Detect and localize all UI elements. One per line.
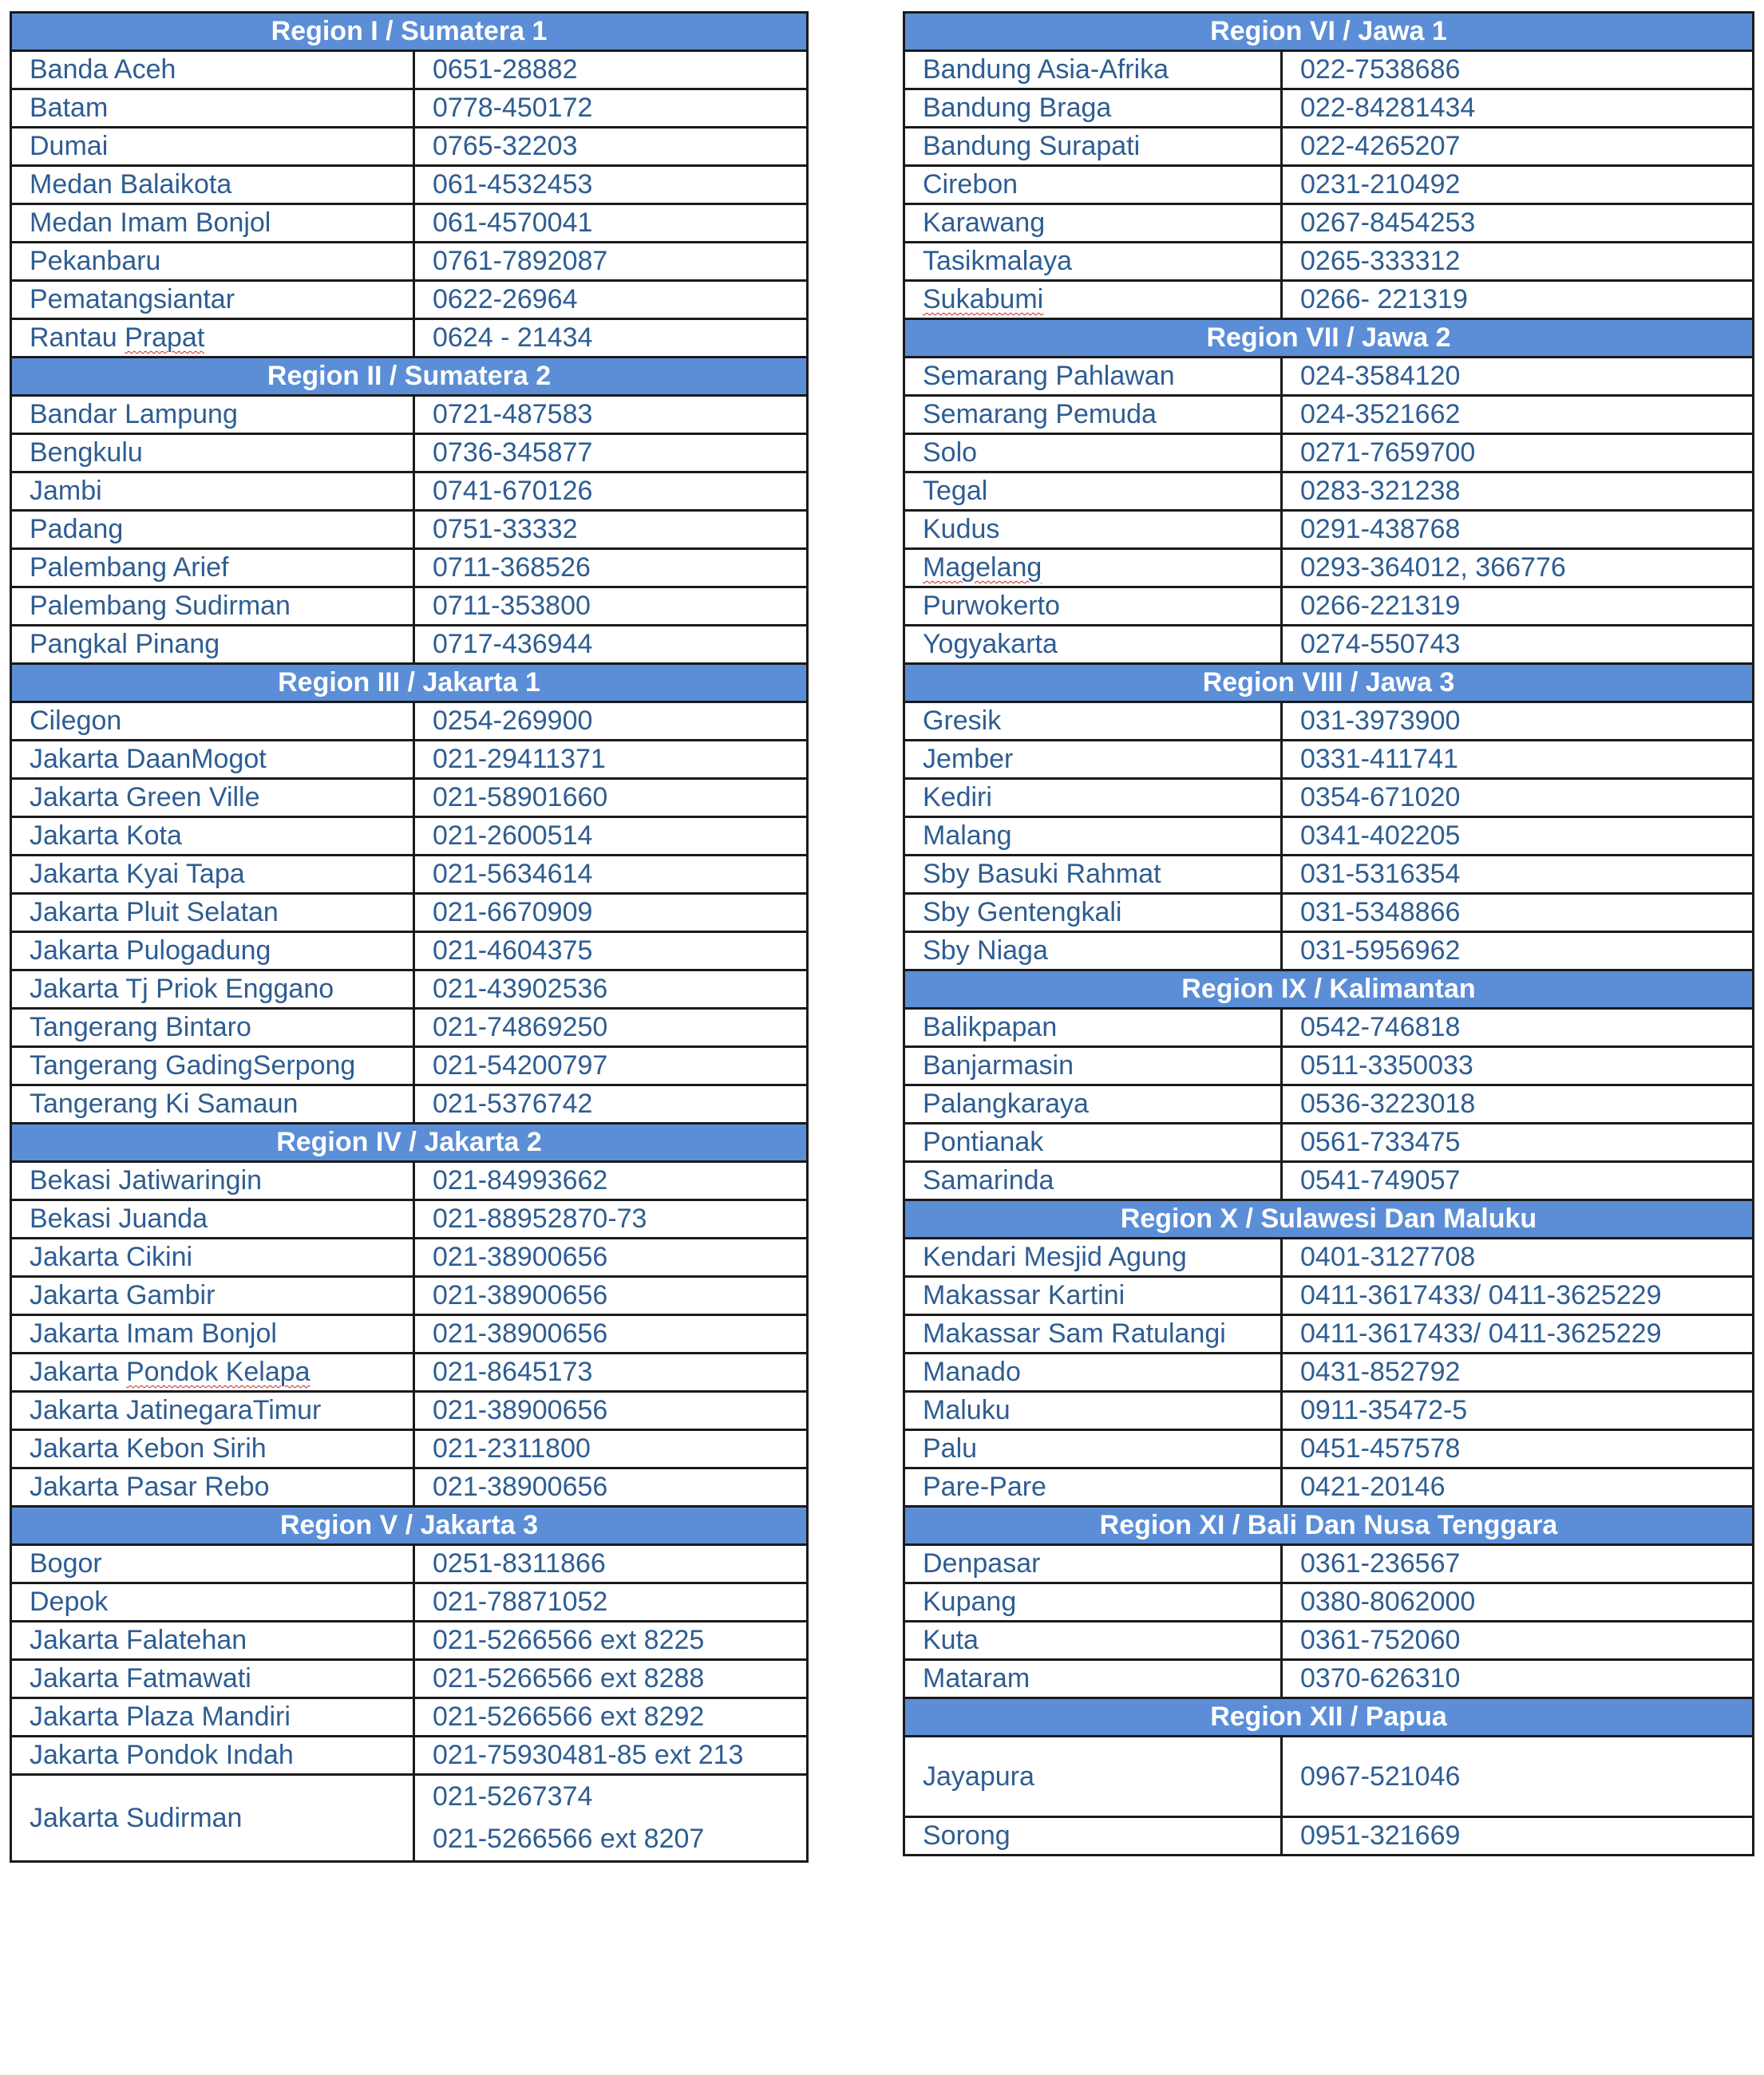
- branch-row: [904, 1354, 1754, 1392]
- branch-row: [904, 511, 1754, 549]
- branch-name: Banda Aceh: [11, 51, 414, 89]
- branch-row: [904, 741, 1754, 779]
- phone-number: 0431-852792: [1282, 1354, 1754, 1392]
- branch-name: Jakarta Sudirman: [11, 1775, 414, 1862]
- branch-row: [11, 702, 808, 741]
- branch-name: Solo: [904, 434, 1282, 472]
- phone-number-secondary: 021-5266566 ext 8207: [433, 1824, 705, 1854]
- branch-name: Pekanbaru: [11, 243, 414, 281]
- phone-number: 0411-3617433/ 0411-3625229: [1282, 1315, 1754, 1354]
- branch-name: Bekasi Juanda: [11, 1200, 414, 1239]
- branch-row: [904, 1277, 1754, 1315]
- phone-number: 0911-35472-5: [1282, 1392, 1754, 1430]
- branch-row: [904, 1124, 1754, 1162]
- branch-row: [11, 1009, 808, 1047]
- branch-row: [11, 549, 808, 587]
- branch-name: Kediri: [904, 779, 1282, 817]
- branch-name-prefix: Rantau: [30, 322, 125, 353]
- phone-number: 0267-8454253: [1282, 204, 1754, 243]
- branch-name: Manado: [904, 1354, 1282, 1392]
- branch-name: Dumai: [11, 128, 414, 166]
- region-header: Region VII / Jawa 2: [904, 319, 1754, 358]
- branch-name: Jakarta Gambir: [11, 1277, 414, 1315]
- branch-row: [904, 1392, 1754, 1430]
- spellcheck-flagged-word: Magelang: [923, 552, 1042, 583]
- branch-name: Jakarta Kebon Sirih: [11, 1430, 414, 1468]
- branch-name: Mataram: [904, 1660, 1282, 1698]
- branch-row: [11, 434, 808, 472]
- phone-number: 0401-3127708: [1282, 1239, 1754, 1277]
- branch-row: [904, 1660, 1754, 1698]
- phone-number: 022-84281434: [1282, 89, 1754, 128]
- phone-number: 031-5956962: [1282, 932, 1754, 970]
- phone-number: 021-43902536: [414, 970, 808, 1009]
- phone-number: 0736-345877: [414, 434, 808, 472]
- phone-number: 021-58901660: [414, 779, 808, 817]
- branch-row: [904, 472, 1754, 511]
- branch-name: Jakarta Pluit Selatan: [11, 894, 414, 932]
- branch-row: [904, 549, 1754, 587]
- phone-number: 0283-321238: [1282, 472, 1754, 511]
- branch-name: Sby Gentengkali: [904, 894, 1282, 932]
- branch-row: [904, 1162, 1754, 1200]
- branch-name: Jakarta Green Ville: [11, 779, 414, 817]
- branch-name: Semarang Pemuda: [904, 396, 1282, 434]
- branch-name: Depok: [11, 1583, 414, 1622]
- phone-number: 021-5266566 ext 8225: [414, 1622, 808, 1660]
- region-header: Region IX / Kalimantan: [904, 970, 1754, 1009]
- branch-name: Jakarta Pasar Rebo: [11, 1468, 414, 1507]
- phone-number: 0271-7659700: [1282, 434, 1754, 472]
- branch-name: Tegal: [904, 472, 1282, 511]
- region-header: Region IV / Jakarta 2: [11, 1124, 808, 1162]
- branch-directory-right: [903, 11, 1754, 1856]
- branch-name: Bandar Lampung: [11, 396, 414, 434]
- branch-row: [11, 281, 808, 319]
- phone-number: 0761-7892087: [414, 243, 808, 281]
- phone-number: 021-38900656: [414, 1315, 808, 1354]
- phone-number: 061-4570041: [414, 204, 808, 243]
- phone-number: 0370-626310: [1282, 1660, 1754, 1698]
- phone-number: 022-4265207: [1282, 128, 1754, 166]
- spellcheck-flagged-word: Sukabumi: [923, 284, 1044, 314]
- branch-row: [904, 166, 1754, 204]
- phone-number: 0361-752060: [1282, 1622, 1754, 1660]
- branch-name: Jakarta Pulogadung: [11, 932, 414, 970]
- branch-name: Makassar Kartini: [904, 1277, 1282, 1315]
- branch-row: [904, 817, 1754, 856]
- branch-row: [11, 396, 808, 434]
- branch-row: [904, 243, 1754, 281]
- branch-name: Cirebon: [904, 166, 1282, 204]
- region-header-row: [904, 1698, 1754, 1737]
- phone-number: 0765-32203: [414, 128, 808, 166]
- branch-name: Kuta: [904, 1622, 1282, 1660]
- region-header: Region I / Sumatera 1: [11, 13, 808, 51]
- branch-row: [11, 51, 808, 89]
- phone-number: 0266-221319: [1282, 587, 1754, 626]
- branch-row: [11, 1737, 808, 1775]
- branch-row: [904, 1430, 1754, 1468]
- region-header-row: [11, 13, 808, 51]
- phone-number: 0380-8062000: [1282, 1583, 1754, 1622]
- branch-row: [11, 970, 808, 1009]
- phone-number: 021-2311800: [414, 1430, 808, 1468]
- phone-number: 0341-402205: [1282, 817, 1754, 856]
- phone-number: 0542-746818: [1282, 1009, 1754, 1047]
- branch-name: Bengkulu: [11, 434, 414, 472]
- phone-number: 0251-8311866: [414, 1545, 808, 1583]
- branch-row: [11, 932, 808, 970]
- branch-row: [11, 1277, 808, 1315]
- branch-row: [904, 932, 1754, 970]
- branch-name: Jember: [904, 741, 1282, 779]
- region-header: Region VIII / Jawa 3: [904, 664, 1754, 702]
- branch-name: Sby Basuki Rahmat: [904, 856, 1282, 894]
- phone-number: 0651-28882: [414, 51, 808, 89]
- region-header-row: [11, 1124, 808, 1162]
- branch-name: Makassar Sam Ratulangi: [904, 1315, 1282, 1354]
- branch-name: Semarang Pahlawan: [904, 358, 1282, 396]
- phone-number: 0561-733475: [1282, 1124, 1754, 1162]
- branch-name: Jakarta Imam Bonjol: [11, 1315, 414, 1354]
- phone-number: 021-74869250: [414, 1009, 808, 1047]
- branch-name: Palangkaraya: [904, 1085, 1282, 1124]
- region-header: Region XII / Papua: [904, 1698, 1754, 1737]
- region-header-row: [11, 1507, 808, 1545]
- phone-number: 021-29411371: [414, 741, 808, 779]
- phone-number: 0536-3223018: [1282, 1085, 1754, 1124]
- branch-row: [11, 1162, 808, 1200]
- region-header: Region X / Sulawesi Dan Maluku: [904, 1200, 1754, 1239]
- branch-name: Pontianak: [904, 1124, 1282, 1162]
- branch-name: Jakarta Fatmawati: [11, 1660, 414, 1698]
- branch-name: Padang: [11, 511, 414, 549]
- branch-name: Tasikmalaya: [904, 243, 1282, 281]
- branch-name: Jakarta DaanMogot: [11, 741, 414, 779]
- branch-row: [11, 1583, 808, 1622]
- phone-number: 0711-353800: [414, 587, 808, 626]
- phone-number: 0265-333312: [1282, 243, 1754, 281]
- phone-number: 021-8645173: [414, 1354, 808, 1392]
- branch-name: Bogor: [11, 1545, 414, 1583]
- branch-row: [11, 1468, 808, 1507]
- phone-number: 0411-3617433/ 0411-3625229: [1282, 1277, 1754, 1315]
- phone-number: 0274-550743: [1282, 626, 1754, 664]
- branch-row: [904, 1737, 1754, 1817]
- branch-row: [11, 1392, 808, 1430]
- phone-number: 021-78871052: [414, 1583, 808, 1622]
- branch-row: [904, 626, 1754, 664]
- branch-name: Yogyakarta: [904, 626, 1282, 664]
- branch-name: Bandung Asia-Afrika: [904, 51, 1282, 89]
- branch-row: [11, 319, 808, 358]
- branch-name: Jambi: [11, 472, 414, 511]
- phone-number: 021-5266566 ext 8288: [414, 1660, 808, 1698]
- phone-number: 031-5316354: [1282, 856, 1754, 894]
- phone-number: 021-4604375: [414, 932, 808, 970]
- branch-name: [11, 319, 414, 358]
- branch-name: Malang: [904, 817, 1282, 856]
- region-header: Region XI / Bali Dan Nusa Tenggara: [904, 1507, 1754, 1545]
- phone-number: 021-75930481-85 ext 213: [414, 1737, 808, 1775]
- phone-number: 0354-671020: [1282, 779, 1754, 817]
- phone-number: 031-3973900: [1282, 702, 1754, 741]
- branch-row: [904, 856, 1754, 894]
- branch-name: Batam: [11, 89, 414, 128]
- branch-row: [11, 1622, 808, 1660]
- branch-name: Pematangsiantar: [11, 281, 414, 319]
- branch-name: Jakarta Cikini: [11, 1239, 414, 1277]
- branch-name: Kendari Mesjid Agung: [904, 1239, 1282, 1277]
- branch-row: [904, 779, 1754, 817]
- branch-name: Palembang Arief: [11, 549, 414, 587]
- region-header-row: [904, 13, 1754, 51]
- phone-number: 0711-368526: [414, 549, 808, 587]
- branch-name: Jakarta JatinegaraTimur: [11, 1392, 414, 1430]
- branch-row: [904, 1239, 1754, 1277]
- region-header: Region V / Jakarta 3: [11, 1507, 808, 1545]
- phone-number: 0511-3350033: [1282, 1047, 1754, 1085]
- branch-row: [11, 1660, 808, 1698]
- phone-number: 021-2600514: [414, 817, 808, 856]
- branch-name: [904, 281, 1282, 319]
- branch-row: [904, 587, 1754, 626]
- branch-row: [904, 1817, 1754, 1856]
- branch-name: Palu: [904, 1430, 1282, 1468]
- branch-name: Jakarta Kota: [11, 817, 414, 856]
- phone-number: 0951-321669: [1282, 1817, 1754, 1856]
- phone-number: 0254-269900: [414, 702, 808, 741]
- branch-row: [11, 204, 808, 243]
- region-header-row: [11, 664, 808, 702]
- spellcheck-flagged-word: Prapat: [125, 322, 205, 353]
- branch-row: [904, 128, 1754, 166]
- branch-row: [11, 856, 808, 894]
- branch-name: Bekasi Jatiwaringin: [11, 1162, 414, 1200]
- phone-number-cell: [414, 1775, 808, 1862]
- branch-name: [904, 549, 1282, 587]
- phone-number: 0541-749057: [1282, 1162, 1754, 1200]
- branch-name: Tangerang GadingSerpong: [11, 1047, 414, 1085]
- region-header-row: [904, 664, 1754, 702]
- branch-name: Jakarta Pondok Indah: [11, 1737, 414, 1775]
- branch-name: Balikpapan: [904, 1009, 1282, 1047]
- branch-row: [11, 89, 808, 128]
- branch-row: [11, 511, 808, 549]
- branch-name-prefix: Jakarta: [30, 1357, 126, 1387]
- phone-number: 061-4532453: [414, 166, 808, 204]
- branch-name: Bandung Surapati: [904, 128, 1282, 166]
- branch-name: Tangerang Ki Samaun: [11, 1085, 414, 1124]
- branch-row: [904, 204, 1754, 243]
- branch-directory-left: [10, 11, 809, 1863]
- phone-number: 0624 - 21434: [414, 319, 808, 358]
- region-header-row: [904, 970, 1754, 1009]
- branch-name: Cilegon: [11, 702, 414, 741]
- branch-row: [11, 243, 808, 281]
- branch-row: [904, 396, 1754, 434]
- branch-row: [11, 472, 808, 511]
- branch-name: Denpasar: [904, 1545, 1282, 1583]
- branch-name: Gresik: [904, 702, 1282, 741]
- phone-number: 0741-670126: [414, 472, 808, 511]
- phone-number: 0721-487583: [414, 396, 808, 434]
- phone-number: 021-84993662: [414, 1162, 808, 1200]
- phone-number: 0967-521046: [1282, 1737, 1754, 1817]
- branch-name: Palembang Sudirman: [11, 587, 414, 626]
- phone-number: 021-38900656: [414, 1277, 808, 1315]
- branch-row: [11, 1354, 808, 1392]
- region-header-row: [904, 1200, 1754, 1239]
- branch-row: [904, 1009, 1754, 1047]
- phone-number: 024-3521662: [1282, 396, 1754, 434]
- phone-number: 024-3584120: [1282, 358, 1754, 396]
- branch-row: [11, 1698, 808, 1737]
- branch-name: Purwokerto: [904, 587, 1282, 626]
- branch-name: Jakarta Plaza Mandiri: [11, 1698, 414, 1737]
- branch-name: Kupang: [904, 1583, 1282, 1622]
- branch-name: Jakarta Tj Priok Enggano: [11, 970, 414, 1009]
- branch-row: [11, 1239, 808, 1277]
- branch-row: [11, 741, 808, 779]
- phone-number: 0778-450172: [414, 89, 808, 128]
- branch-name: Jakarta Falatehan: [11, 1622, 414, 1660]
- branch-name: Bandung Braga: [904, 89, 1282, 128]
- branch-name: Sorong: [904, 1817, 1282, 1856]
- phone-number: 0361-236567: [1282, 1545, 1754, 1583]
- region-header-row: [904, 1507, 1754, 1545]
- branch-name: Jayapura: [904, 1737, 1282, 1817]
- branch-name: Karawang: [904, 204, 1282, 243]
- phone-number: 0291-438768: [1282, 511, 1754, 549]
- phone-number: 021-6670909: [414, 894, 808, 932]
- phone-number: 0421-20146: [1282, 1468, 1754, 1507]
- phone-number: 021-38900656: [414, 1239, 808, 1277]
- branch-name: Pare-Pare: [904, 1468, 1282, 1507]
- branch-row: [11, 817, 808, 856]
- branch-row: [904, 281, 1754, 319]
- branch-row: [904, 51, 1754, 89]
- phone-number: 021-5634614: [414, 856, 808, 894]
- branch-name: Samarinda: [904, 1162, 1282, 1200]
- phone-number: 021-5266566 ext 8292: [414, 1698, 808, 1737]
- phone-number: 021-5376742: [414, 1085, 808, 1124]
- branch-row: [904, 358, 1754, 396]
- phone-number: 0751-33332: [414, 511, 808, 549]
- branch-row: [904, 1085, 1754, 1124]
- branch-row: [904, 1545, 1754, 1583]
- phone-number: 021-38900656: [414, 1392, 808, 1430]
- branch-name: Sby Niaga: [904, 932, 1282, 970]
- branch-row: [11, 1200, 808, 1239]
- branch-row: [11, 894, 808, 932]
- phone-number: 021-5267374: [433, 1781, 593, 1812]
- branch-row: [11, 1430, 808, 1468]
- branch-row: [11, 1775, 808, 1862]
- branch-row: [11, 779, 808, 817]
- branch-row: [904, 1622, 1754, 1660]
- branch-row: [11, 1085, 808, 1124]
- branch-row: [904, 702, 1754, 741]
- branch-name: Maluku: [904, 1392, 1282, 1430]
- branch-name: [11, 1354, 414, 1392]
- branch-name: Tangerang Bintaro: [11, 1009, 414, 1047]
- region-header: Region VI / Jawa 1: [904, 13, 1754, 51]
- branch-name: Medan Balaikota: [11, 166, 414, 204]
- phone-number: 022-7538686: [1282, 51, 1754, 89]
- branch-row: [11, 587, 808, 626]
- phone-number: 0451-457578: [1282, 1430, 1754, 1468]
- branch-name: Banjarmasin: [904, 1047, 1282, 1085]
- phone-number: 031-5348866: [1282, 894, 1754, 932]
- spellcheck-flagged-word: Pondok Kelapa: [125, 1357, 310, 1387]
- region-header-row: [11, 358, 808, 396]
- branch-row: [904, 1583, 1754, 1622]
- phone-number: 0622-26964: [414, 281, 808, 319]
- branch-row: [11, 1545, 808, 1583]
- branch-name: Jakarta Kyai Tapa: [11, 856, 414, 894]
- phone-number: 0293-364012, 366776: [1282, 549, 1754, 587]
- region-header: Region II / Sumatera 2: [11, 358, 808, 396]
- phone-number: 0266- 221319: [1282, 281, 1754, 319]
- branch-row: [11, 166, 808, 204]
- branch-name: Pangkal Pinang: [11, 626, 414, 664]
- branch-row: [904, 1315, 1754, 1354]
- branch-row: [904, 1047, 1754, 1085]
- phone-number: 021-54200797: [414, 1047, 808, 1085]
- phone-number: 021-88952870-73: [414, 1200, 808, 1239]
- phone-number: 0231-210492: [1282, 166, 1754, 204]
- branch-row: [904, 434, 1754, 472]
- branch-name: Kudus: [904, 511, 1282, 549]
- phone-number: 0331-411741: [1282, 741, 1754, 779]
- branch-row: [11, 626, 808, 664]
- branch-row: [904, 89, 1754, 128]
- branch-row: [11, 128, 808, 166]
- phone-number: 0717-436944: [414, 626, 808, 664]
- branch-row: [11, 1047, 808, 1085]
- branch-name: Medan Imam Bonjol: [11, 204, 414, 243]
- phone-number: 021-38900656: [414, 1468, 808, 1507]
- branch-row: [904, 894, 1754, 932]
- region-header: Region III / Jakarta 1: [11, 664, 808, 702]
- branch-row: [11, 1315, 808, 1354]
- branch-row: [904, 1468, 1754, 1507]
- region-header-row: [904, 319, 1754, 358]
